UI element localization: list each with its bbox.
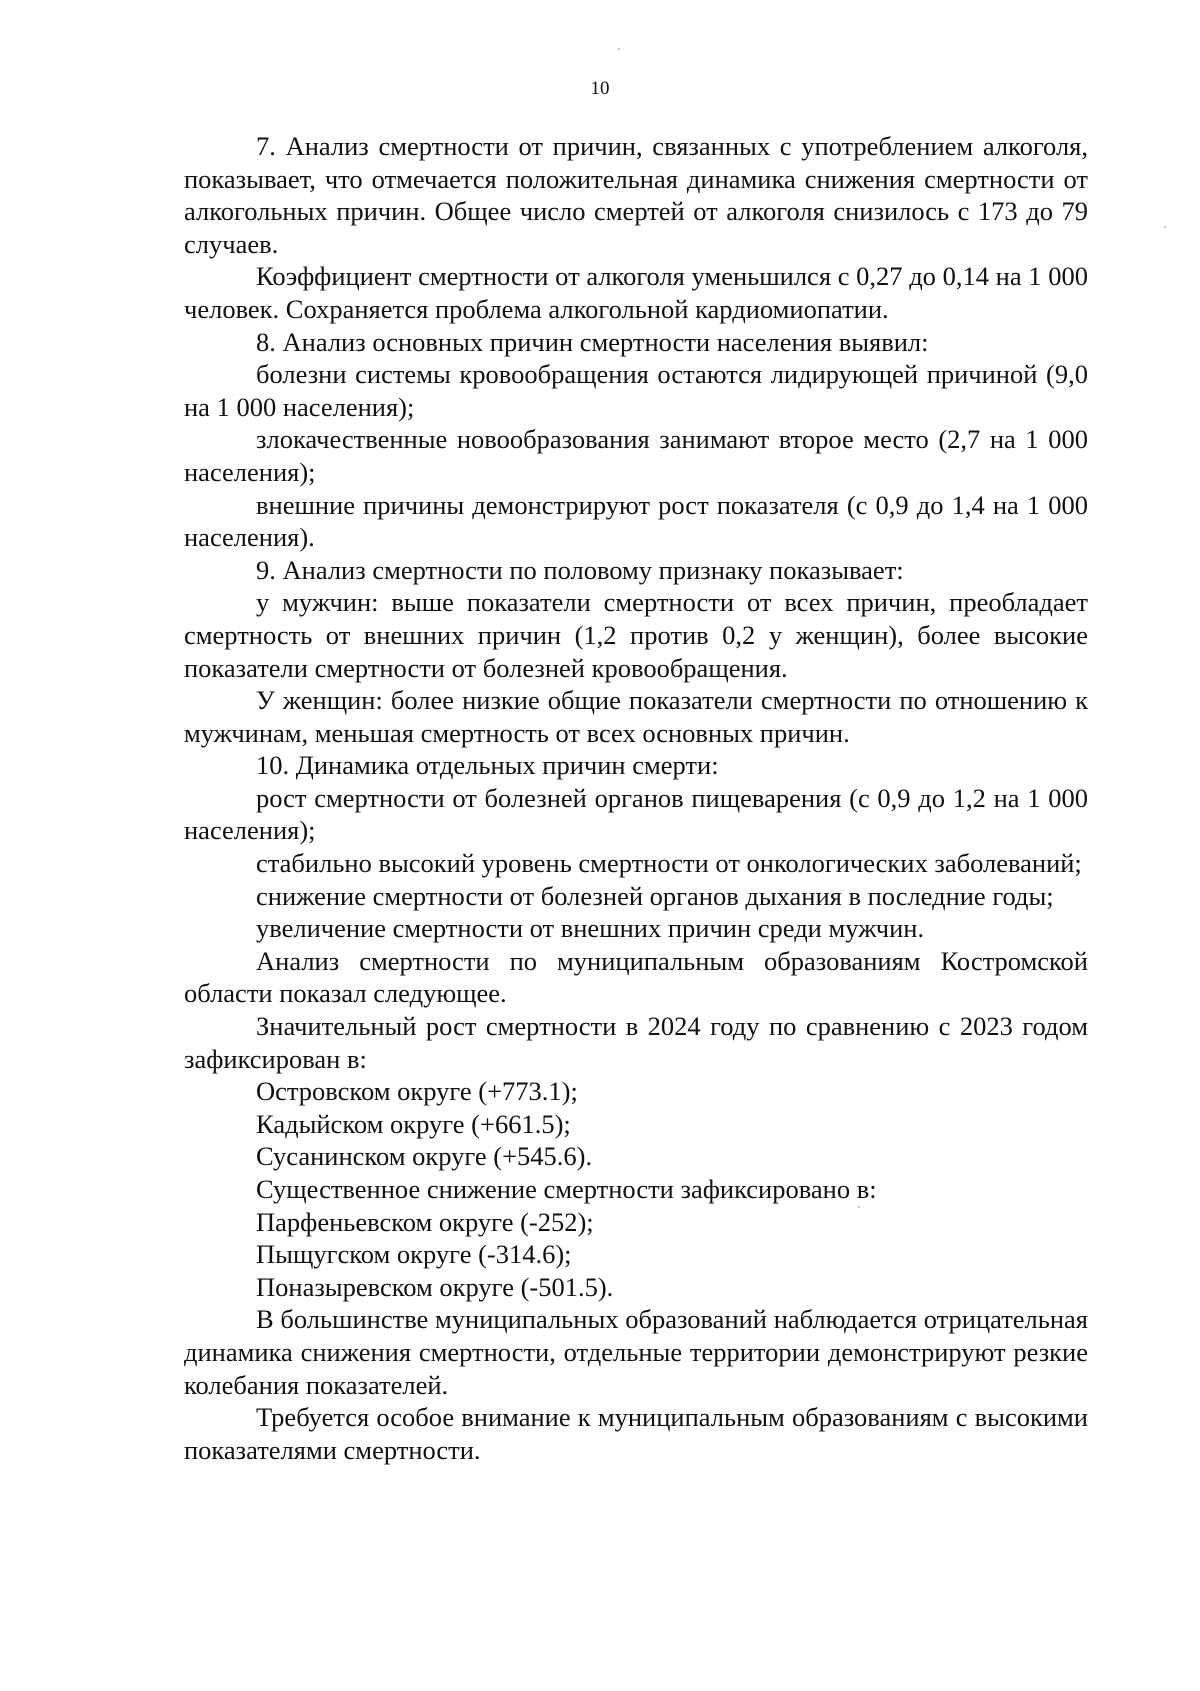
list-item-ponazyrevsky: Поназыревском округе (-501.5). xyxy=(256,1271,614,1302)
paragraph-main-causes-heading: 8. Анализ основных причин смертности населения выявил: xyxy=(256,326,929,357)
paragraph-municipal-analysis: Анализ смертности по муниципальным образованиям Костромской области показал следующее. xyxy=(184,945,1088,1009)
list-item-ostrovsky: Островском округе (+773.1); xyxy=(256,1076,578,1107)
paragraph-sex-analysis-heading: 9. Анализ смертности по половому признаку показывает: xyxy=(256,554,904,585)
list-item-respiratory: снижение смертности от болезней органов дыхания в последние годы; xyxy=(256,880,1054,911)
list-item-neoplasms: злокачественные новообразования занимают второе место (2,7 на 1 000 населения); xyxy=(184,424,1088,487)
list-item-circulatory: болезни системы кровообращения остаются лидирующей причиной (9,0 на 1 000 населения); xyxy=(184,359,1088,422)
list-item-parfenyevsky: Парфеньевском округе (-252); xyxy=(256,1206,594,1237)
scan-speck xyxy=(1164,226,1166,228)
paragraph-dynamics-heading: 10. Динамика отдельных причин смерти: xyxy=(256,750,719,781)
paragraph-alcohol-coefficient: Коэффициент смертности от алкоголя уменьшился с 0,27 до 0,14 на 1 000 человек. Сохраняется проблема алкогольной кардиомиопатии. xyxy=(184,261,1088,324)
list-item-external-men: увеличение смертности от внешних причин среди мужчин. xyxy=(256,913,925,944)
paragraph-attention-required: Требуется особое внимание к муниципальным образованиям с высокими показателями смертности. xyxy=(184,1402,1088,1465)
paragraph-majority: В большинстве муниципальных образований наблюдается отрицательная динамика снижения смертности, отдельные территории демонстрируют резкие колебания показателей. xyxy=(184,1304,1088,1400)
scan-speck xyxy=(618,48,620,50)
list-item-men: у мужчин: выше показатели смертности от всех причин, преобладает смертность от внешних причин (1,2 против 0,2 у женщин), более высокие показатели смертности от болезней кровообращения. xyxy=(184,587,1088,683)
paragraph-decline-heading: Существенное снижение смертности зафиксировано в: xyxy=(256,1174,877,1204)
list-item-digestive: рост смертности от болезней органов пищеварения (с 0,9 до 1,2 на 1 000 населения); xyxy=(184,782,1088,846)
list-item-oncology: стабильно высокий уровень смертности от онкологических заболеваний; xyxy=(256,848,1082,879)
page-number: 10 xyxy=(590,78,610,99)
list-item-pyshchugsky: Пыщугском округе (-314.6); xyxy=(256,1239,572,1270)
list-item-women: У женщин: более низкие общие показатели смертности по отношению к мужчинам, меньшая смертность от всех основных причин. xyxy=(184,685,1088,748)
scan-speck xyxy=(858,1206,860,1208)
document-body xyxy=(184,130,1088,1466)
list-item-external-causes: внешние причины демонстрируют рост показателя (с 0,9 до 1,4 на 1 000 населения). xyxy=(184,489,1088,553)
paragraph-growth-heading: Значительный рост смертности в 2024 году по сравнению с 2023 годом зафиксирован в: xyxy=(184,1011,1088,1074)
list-item-susaninsky: Сусанинском округе (+545.6). xyxy=(256,1141,593,1172)
paragraph-alcohol-analysis: 7. Анализ смертности от причин, связанных с употреблением алкоголя, показывает, что отмечается положительная динамика снижения смертности от алкогольных причин. Общее число смертей от алкоголя снизилось с 173 до 79 случаев. xyxy=(184,131,1088,259)
list-item-kadyisky: Кадыйском округе (+661.5); xyxy=(256,1108,571,1139)
